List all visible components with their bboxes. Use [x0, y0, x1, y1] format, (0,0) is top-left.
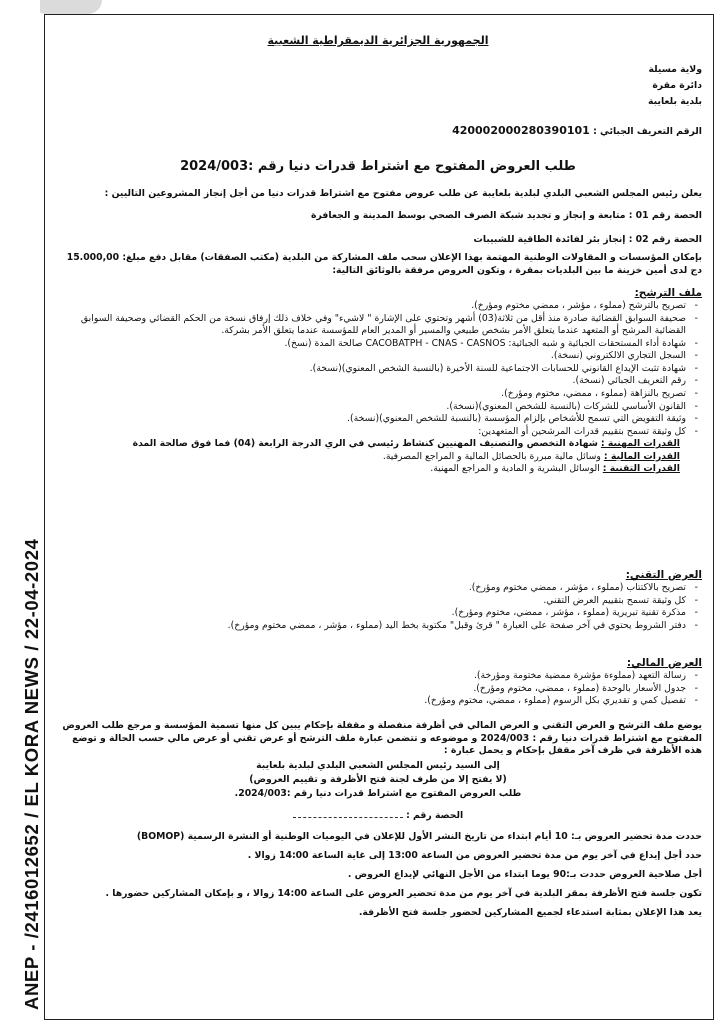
condition-item: يعد هذا الإعلان بمثابة استدعاء لجميع المشاركين لحضور جلسة فتح الأظرفة.: [358, 907, 702, 919]
daira: دائرة مقرة: [652, 80, 702, 91]
list-item: - رقم التعريف الجبائي (نسخة).: [54, 375, 686, 388]
lot-2: الحصة رقم 02 : إنجاز بئر لفائدة الطاقية للشبيبات: [473, 234, 702, 245]
wilaya: ولاية مسيلة: [648, 64, 702, 75]
condition-item: حدد أجل إيداع في آخر يوم من مدة تحضير العروض من الساعة 13:00 إلى غاية الساعة 14:00 زوالا .: [247, 850, 702, 862]
envelope-to: إلى السيد رئيس المجلس الشعبي البلدي لبلدية بلعايبة: [256, 760, 500, 771]
scan-artifact: [32, 0, 102, 14]
condition-item: أجل صلاحية العروض حددت بـ:90 يوما ابتداء من الأجل النهائي لإيداع العروض .: [347, 869, 702, 881]
list-item: - السجل التجاري الالكتروني (نسخة).: [54, 350, 686, 363]
financial-section: [54, 656, 702, 708]
technical-title: العرض التقني:: [625, 569, 702, 581]
tender-notice: [48, 20, 708, 1016]
capacity-technical: القدرات التقنية : الوسائل البشرية و المادية و المراجع المهنية.: [430, 463, 680, 475]
list-item: - شهادة تثبت الإيداع القانوني للحسابات الاجتماعية للسنة الأخيرة (بالنسبة الشخص المعنوي)(نسخة).: [54, 363, 686, 376]
intro: يعلن رئيس المجلس الشعبي البلدي لبلدية بلعايبة عن طلب عروض مفتوح مع اشتراط قدرات دنيا من أجل إنجاز المشروعين التاليين :: [104, 188, 702, 199]
list-item: - تصريح بالترشح (مملوء ، مؤشر ، ممضي مختوم ومؤرخ).: [54, 300, 686, 313]
list-item: - رسالة التعهد (مملوءة مؤشرة ممضية مختومة ومؤرخة).: [54, 670, 686, 683]
lot-number-label: الحصة رقم :: [406, 810, 464, 821]
notice-subject: طلب العروض المفتوح مع اشتراط قدرات دنيا رقم :2024/003: [180, 159, 576, 174]
list-item: - القانون الأساسي للشركات (بالنسبة للشخص المعنوي)(نسخة).: [54, 401, 686, 414]
capacity-professional: القدرات المهنية : شهادة التخصص والتصنيف المهنيين كنشاط رئيسي في الري الدرجة الرابعة (04) فما فوق صالحة المدة: [132, 438, 680, 450]
tax-id-label: الرقم التعريف الجبائي :: [593, 126, 702, 137]
tax-id-value: 420002000280390101: [452, 124, 590, 137]
list-item: - جدول الأسعار بالوحدة (مملوء ، ممضي، مختوم ومؤرخ).: [54, 683, 686, 696]
list-item: - تصريح بالنزاهة (مملوء ، ممضي، مختوم ومؤرخ).: [54, 388, 686, 401]
capacities: [54, 438, 702, 476]
envelope-notice: (لا يفتح إلا من طرف لجنة فتح الأظرفة و تقييم العروض): [249, 774, 507, 785]
list-item: - تفصيل كمي و تقديري بكل الرسوم (مملوء ، ممضي، مختوم ومؤرخ).: [54, 695, 686, 708]
list-item: - مذكرة تقنية تبريرية (مملوء ، مؤشر ، ممضي، مختوم ومؤرخ).: [54, 607, 686, 620]
list-item: - تصريح بالاكتتاب (مملوء ، مؤشر ، ممضي مختوم ومؤرخ).: [54, 582, 686, 595]
list-item: - وثيقة التفويض التي تسمح للأشخاص بإلزام المؤسسة (بالنسبة للشخص المعنوي)(نسخة).: [54, 413, 686, 426]
publication-credit: ANEP - /2416012652 / EL KORA NEWS / 22-04-2024: [21, 538, 42, 1010]
lot-number-blank: [293, 817, 403, 818]
capacity-financial: القدرات المالية : وسائل مالية مبررة بالحصائل المالية و المراجع المصرفية.: [382, 450, 680, 462]
republic-header: الجمهورية الجزائرية الديمقراطية الشعبية: [267, 34, 489, 47]
tax-id-line: [54, 124, 702, 139]
condition-item: حددت مدة تحضير العروض بـ: 10 أيام ابتداء من تاريخ النشر الأول للإعلان في اليوميات الوطنية أو النشرة الرسمية (BOMOP): [136, 831, 702, 842]
list-item: - شهادة أداء المستحقات الجبائية و شبه الجبائية: CACOBATPH - CNAS - CASNOS صالحة المدة (نسخ).: [54, 338, 686, 351]
candidature-title: ملف الترشح:: [634, 287, 702, 299]
technical-section: [54, 568, 702, 632]
conditions: [54, 830, 702, 919]
financial-title: العرض المالي:: [626, 657, 702, 669]
lot-1: الحصة رقم 01 : متابعة و إنجاز و تجديد شبكة الصرف الصحي بوسط المدينة و الجعافرة: [311, 210, 702, 221]
condition-item: تكون جلسة فتح الأظرفة بمقر البلدية في آخر يوم من مدة تحضير العروض على الساعة 14:00 زوالا ، و بإمكان المشاركين حضورها .: [105, 888, 702, 900]
submission-text: يوضع ملف الترشح و العرض التقني و العرض المالي في أظرفة منفصلة و مقفلة بإحكام يبين كل منها تسمية المؤسسة و مرجع طلب العروض المفتوح مع اشتراط قدرات دنيا رقم : 2024/003 و موضوعه و تتضمن عبارة ملف الترشح أو عرض تقني أو عرض مالي حسب الحالة و توضع هذه الأظرفة في ظرف آخر مقفل بإحكام و يحمل عبارة :: [62, 720, 702, 757]
list-item: - دفتر الشروط يحتوي في آخر صفحة على العبارة " قرئ وقبل" مكتوبة بخط اليد (مملوء ، مؤشر ، ممضي مختوم ومؤرخ).: [54, 620, 686, 633]
lot-number-line: [54, 810, 702, 823]
envelope-ref: طلب العروض المفتوح مع اشتراط قدرات دنيا رقم :2024/003.: [234, 788, 522, 799]
publication-sidebar: [0, 0, 40, 1024]
list-item: - كل وثيقة تسمح بتقييم العرض التقني.: [54, 595, 686, 608]
list-item: - صحيفة السوابق القضائية صادرة منذ أقل من ثلاثة(03) أشهر وتحتوي على الإشارة " لاشيء" وفي خلاف ذلك إرفاق نسخة من الحكم القضائي وصحيفة السوابق القضائية المرشح أو المتعهد عندما يتعلق الأمر بشخص طبيعي والمسير أو المدير العام للمؤسسة عندما يتعلق الأمر بشركة.: [54, 313, 686, 338]
candidature-section: [54, 286, 702, 476]
eligibility: بإمكان المؤسسات و المقاولات الوطنية المهتمة بهذا الإعلان سحب ملف المشاركة من البلدية (مكتب الصفقات) مقابل دفع مبلغ: 15.000,00 دج لدى أمين خزينة ما بين البلديات بمقرة ، وتكون العروض مرفقة بالوثائق التالية:: [66, 252, 702, 276]
list-item: - كل وثيقة تسمح بتقييم قدرات المرشحين أو المتعهدين:: [54, 426, 686, 439]
commune: بلدية بلعايبة: [648, 96, 702, 107]
